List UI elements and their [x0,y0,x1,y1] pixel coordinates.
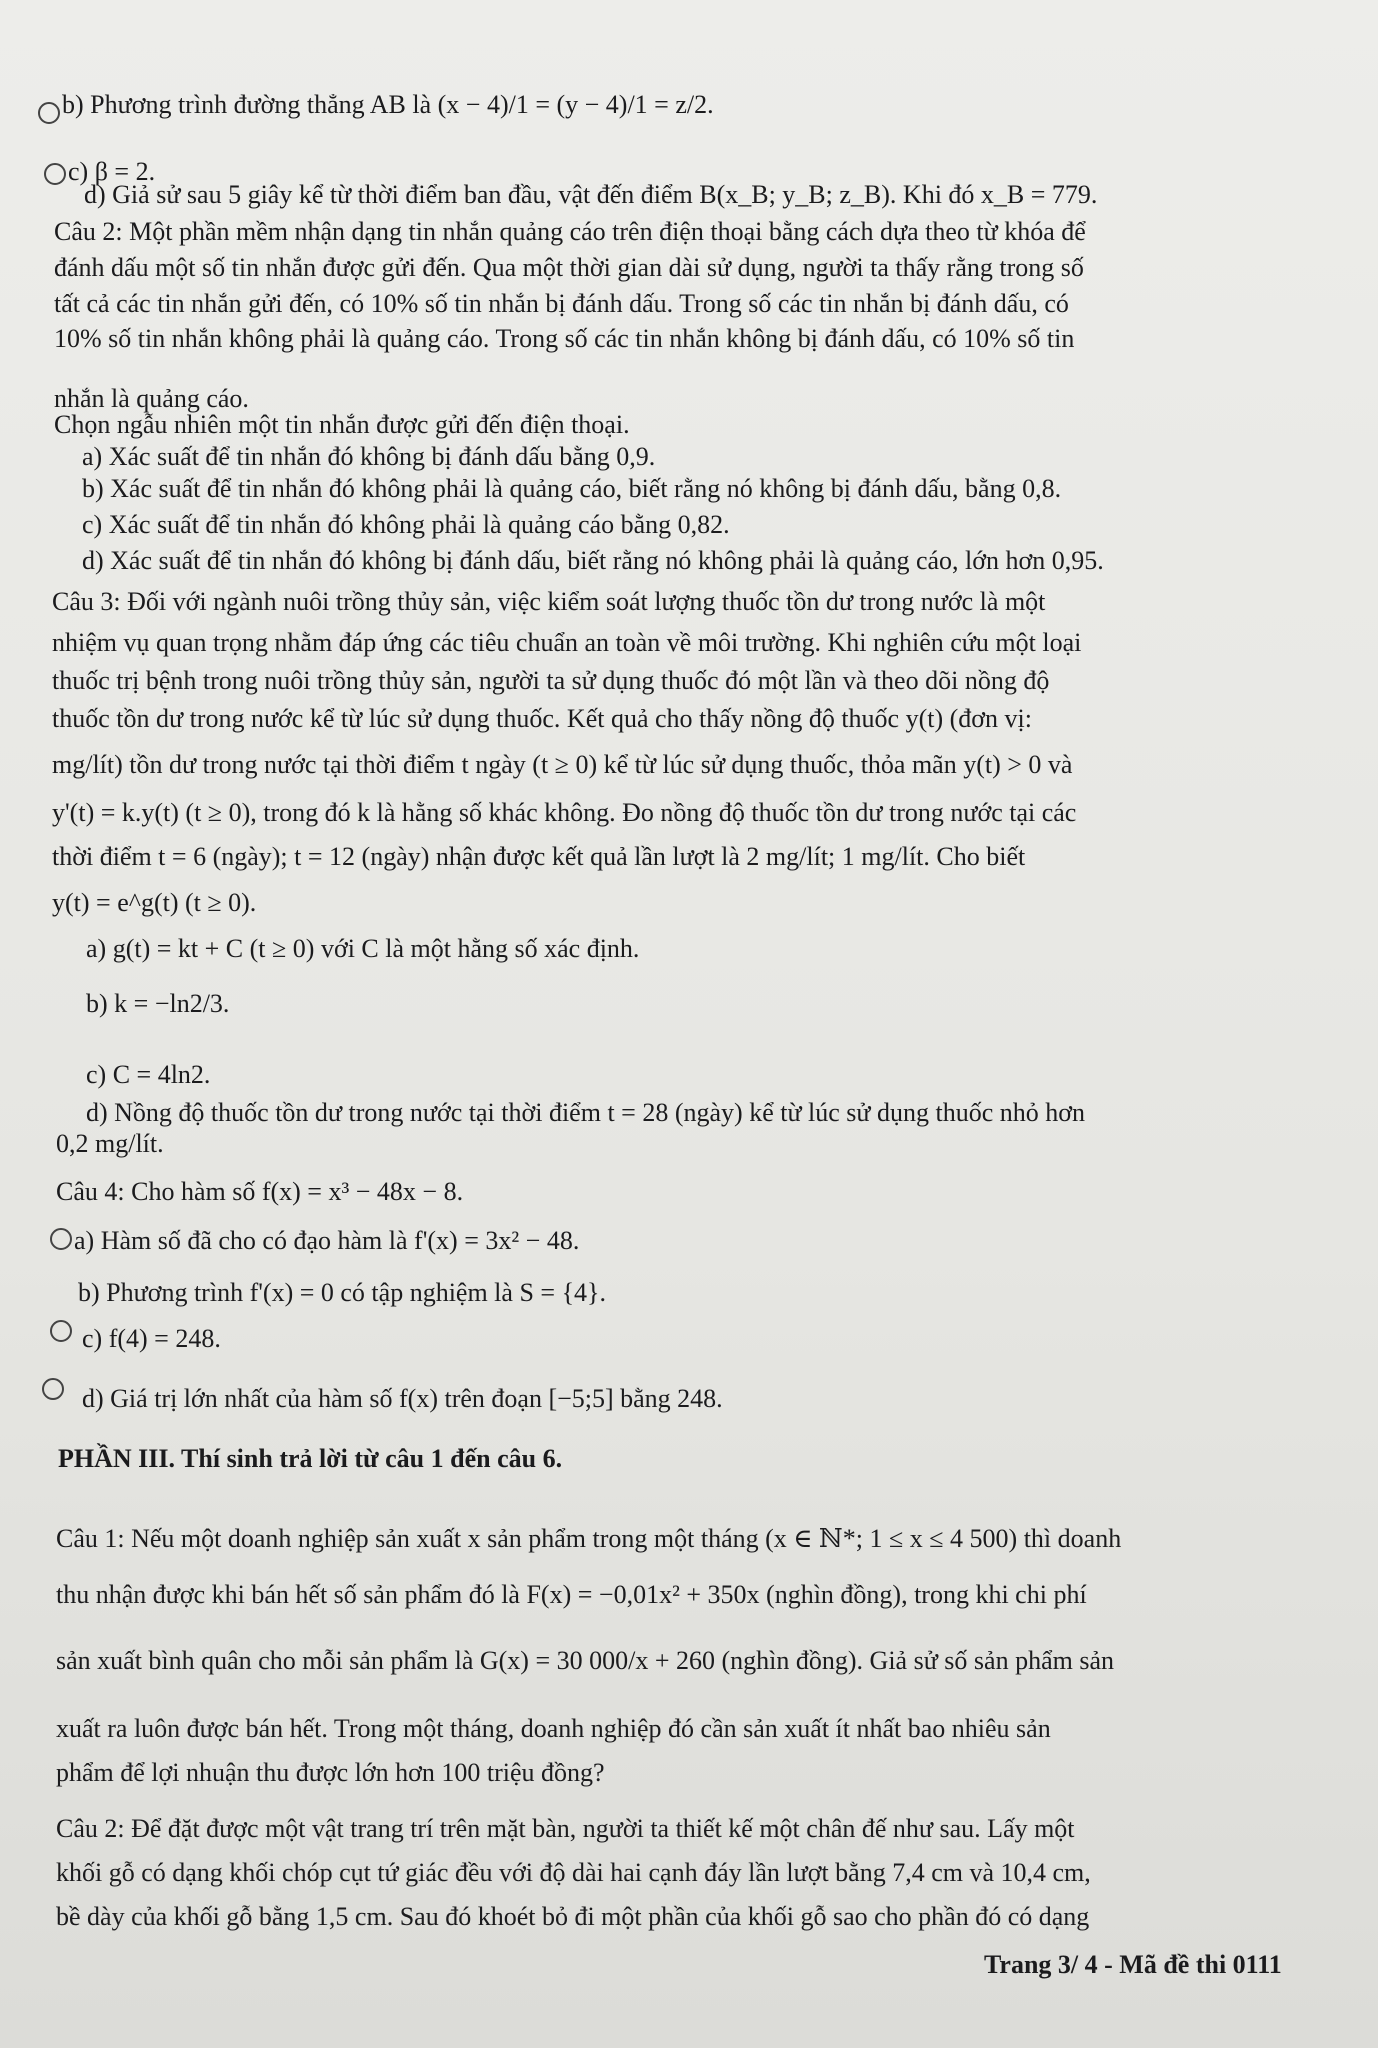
text-line: b) Phương trình f'(x) = 0 có tập nghiệm là S = {4}. [78,1278,607,1307]
margin-mark [50,1320,72,1342]
margin-mark [42,1378,64,1400]
text-line: Câu 2: Một phần mềm nhận dạng tin nhắn quảng cáo trên điện thoại bằng cách dựa theo từ khóa để [54,217,1086,246]
text-line: 10% số tin nhắn không phải là quảng cáo. Trong số các tin nhắn không bị đánh dấu, có 10% số tin [54,324,1075,353]
text-line: nhiệm vụ quan trọng nhằm đáp ứng các tiêu chuẩn an toàn về môi trường. Khi nghiên cứu một loại [52,628,1082,657]
text-line: Câu 4: Cho hàm số f(x) = x³ − 48x − 8. [56,1177,464,1206]
text-line: thời điểm t = 6 (ngày); t = 12 (ngày) nhận được kết quả lần lượt là 2 mg/lít; 1 mg/lít. Cho biết [52,842,1026,871]
text-line: 0,2 mg/lít. [56,1129,164,1158]
text-line: phẩm để lợi nhuận thu được lớn hơn 100 triệu đồng? [56,1758,605,1787]
text-line: a) g(t) = kt + C (t ≥ 0) với C là một hằng số xác định. [86,934,640,963]
text-line: sản xuất bình quân cho mỗi sản phẩm là G(x) = 30 000/x + 260 (nghìn đồng). Giả sử số sản phẩm sản [56,1646,1114,1675]
text-line: thu nhận được khi bán hết số sản phẩm đó là F(x) = −0,01x² + 350x (nghìn đồng), trong khi chi phí [56,1580,1087,1609]
text-line: a) Xác suất để tin nhắn đó không bị đánh dấu bằng 0,9. [82,442,656,471]
text-line: b) Xác suất để tin nhắn đó không phải là quảng cáo, biết rằng nó không bị đánh dấu, bằng 0,8. [82,474,1062,503]
text-line: thuốc trị bệnh trong nuôi trồng thủy sản, người ta sử dụng thuốc đó một lần và theo dõi nồng độ [52,666,1050,695]
text-line: nhắn là quảng cáo. [54,384,249,413]
section-heading: PHẦN III. Thí sinh trả lời từ câu 1 đến câu 6. [58,1444,563,1473]
text-line: c) C = 4ln2. [86,1060,211,1089]
text-line: c) Xác suất để tin nhắn đó không phải là quảng cáo bằng 0,82. [82,510,730,539]
text-line: d) Xác suất để tin nhắn đó không bị đánh dấu, biết rằng nó không phải là quảng cáo, lớn hơn 0,95. [82,546,1104,575]
text-line: xuất ra luôn được bán hết. Trong một tháng, doanh nghiệp đó cần sản xuất ít nhất bao nhiêu sản [56,1714,1051,1743]
text-line: b) k = −ln2/3. [86,989,230,1018]
text-line: c) f(4) = 248. [82,1324,221,1353]
text-line: b) Phương trình đường thẳng AB là (x − 4)/1 = (y − 4)/1 = z/2. [62,90,714,119]
text-line: Chọn ngẫu nhiên một tin nhắn được gửi đến điện thoại. [54,410,630,439]
text-line: d) Giá trị lớn nhất của hàm số f(x) trên đoạn [−5;5] bằng 248. [82,1384,723,1413]
text-line: d) Giả sử sau 5 giây kể từ thời điểm ban đầu, vật đến điểm B(x_B; y_B; z_B). Khi đó x_B = 779. [84,180,1098,209]
text-line: mg/lít) tồn dư trong nước tại thời điểm t ngày (t ≥ 0) kể từ lúc sử dụng thuốc, thỏa mãn y(t) > 0 và [52,750,1073,779]
margin-mark [38,102,60,124]
text-line: thuốc tồn dư trong nước kể từ lúc sử dụng thuốc. Kết quả cho thấy nồng độ thuốc y(t) (đơn vị: [52,704,1032,733]
margin-mark [50,1228,72,1250]
text-line: bề dày của khối gỗ bằng 1,5 cm. Sau đó khoét bỏ đi một phần của khối gỗ sao cho phần đó có dạng [56,1902,1090,1931]
text-line: y'(t) = k.y(t) (t ≥ 0), trong đó k là hằng số khác không. Đo nồng độ thuốc tồn dư trong nước tại các [52,798,1077,827]
text-line: c) β = 2. [68,157,156,186]
text-line: Câu 2: Để đặt được một vật trang trí trên mặt bàn, người ta thiết kế một chân đế như sau. Lấy một [56,1814,1075,1843]
text-line: Câu 3: Đối với ngành nuôi trồng thủy sản, việc kiểm soát lượng thuốc tồn dư trong nước là một [52,587,1046,616]
text-line: Câu 1: Nếu một doanh nghiệp sản xuất x sản phẩm trong một tháng (x ∈ ℕ*; 1 ≤ x ≤ 4 500) thì doanh [56,1524,1122,1553]
text-line: đánh dấu một số tin nhắn được gửi đến. Qua một thời gian dài sử dụng, người ta thấy rằng trong số [54,253,1084,282]
text-line: d) Nồng độ thuốc tồn dư trong nước tại thời điểm t = 28 (ngày) kể từ lúc sử dụng thuốc nhỏ hơn [86,1098,1086,1127]
page-footer: Trang 3/ 4 - Mã đề thi 0111 [984,1950,1282,1979]
text-line: tất cả các tin nhắn gửi đến, có 10% số tin nhắn bị đánh dấu. Trong số các tin nhắn bị đánh dấu, có [54,289,1069,318]
text-line: khối gỗ có dạng khối chóp cụt tứ giác đều với độ dài hai cạnh đáy lần lượt bằng 7,4 cm và 10,4 cm, [56,1858,1091,1887]
text-line: a) Hàm số đã cho có đạo hàm là f'(x) = 3x² − 48. [74,1226,580,1255]
text-line: y(t) = e^g(t) (t ≥ 0). [52,888,257,917]
margin-mark [44,163,66,185]
